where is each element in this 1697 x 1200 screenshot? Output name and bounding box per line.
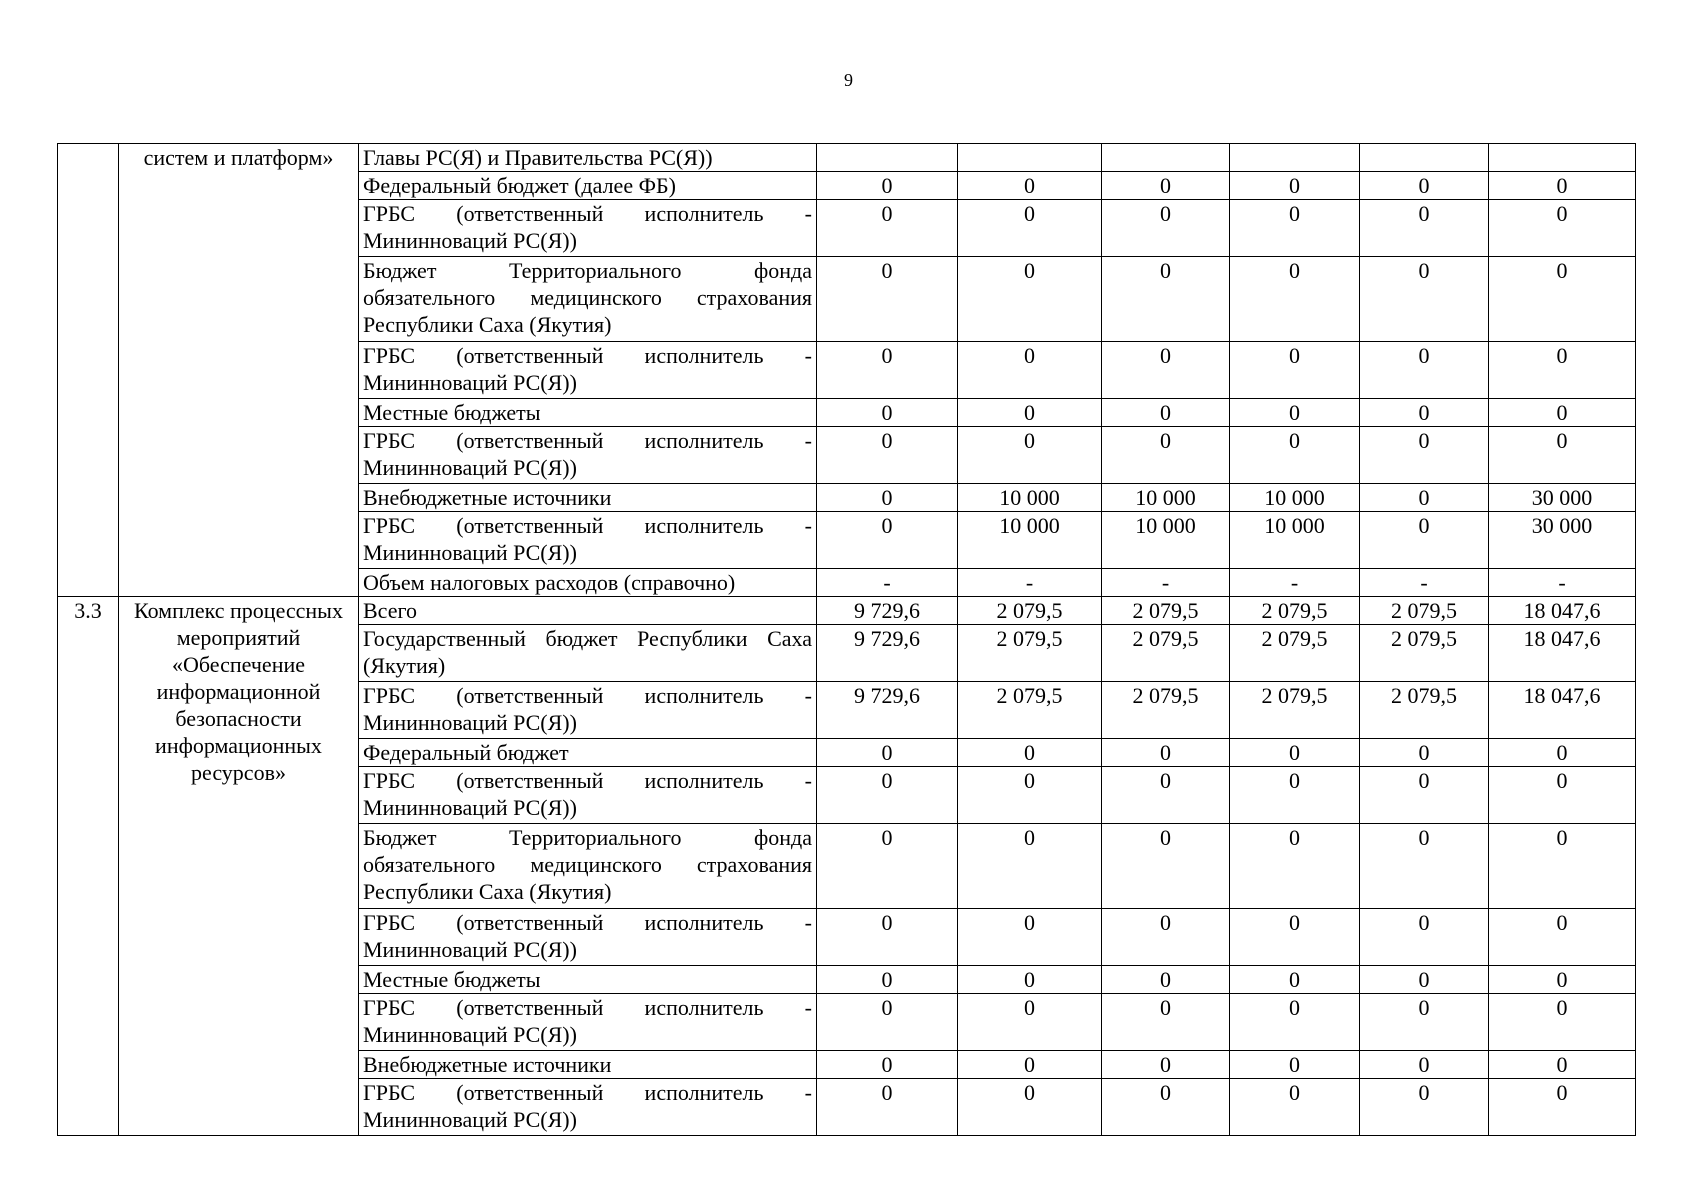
value-cell: 0 <box>817 994 958 1051</box>
value-cell: 0 <box>1489 257 1636 342</box>
value-cell <box>1102 144 1230 172</box>
value-cell: 0 <box>817 484 958 512</box>
value-cell: 10 000 <box>958 484 1102 512</box>
value-cell: - <box>1102 569 1230 597</box>
value-cell: 0 <box>958 909 1102 966</box>
value-cell: 0 <box>1230 909 1360 966</box>
funding-source-label: Федеральный бюджет <box>359 739 817 767</box>
value-cell: 2 079,5 <box>1360 597 1489 625</box>
funding-source-label: Бюджет Территориального фонда обязательного медицинского страхования Республики Саха (Якутия) <box>359 824 817 909</box>
value-cell: 0 <box>1230 824 1360 909</box>
funding-source-label: Местные бюджеты <box>359 399 817 427</box>
value-cell: 10 000 <box>958 512 1102 569</box>
value-cell: 0 <box>1102 1079 1230 1136</box>
value-cell: 0 <box>1360 399 1489 427</box>
value-cell: 0 <box>817 1079 958 1136</box>
value-cell: 2 079,5 <box>1102 682 1230 739</box>
value-cell: 0 <box>1360 767 1489 824</box>
funding-source-label: ГРБС (ответственный исполнитель - Мининноваций РС(Я)) <box>359 682 817 739</box>
value-cell: 0 <box>1102 342 1230 399</box>
value-cell: 0 <box>1102 399 1230 427</box>
value-cell: 0 <box>1230 1079 1360 1136</box>
value-cell: 0 <box>958 739 1102 767</box>
value-cell: 0 <box>1489 1079 1636 1136</box>
value-cell: 0 <box>1360 994 1489 1051</box>
funding-source-label: Внебюджетные источники <box>359 484 817 512</box>
value-cell: 0 <box>1360 966 1489 994</box>
value-cell: 10 000 <box>1102 512 1230 569</box>
value-cell: 10 000 <box>1102 484 1230 512</box>
value-cell: 0 <box>1360 909 1489 966</box>
value-cell: 0 <box>1360 1051 1489 1079</box>
value-cell <box>1230 144 1360 172</box>
page-number: 9 <box>844 70 853 90</box>
value-cell: 0 <box>958 1051 1102 1079</box>
value-cell: 0 <box>817 427 958 484</box>
value-cell: 0 <box>958 172 1102 200</box>
value-cell: 0 <box>1102 257 1230 342</box>
funding-source-label: Внебюджетные источники <box>359 1051 817 1079</box>
value-cell: 0 <box>1489 172 1636 200</box>
value-cell: 0 <box>958 257 1102 342</box>
funding-source-label: ГРБС (ответственный исполнитель - Мининноваций РС(Я)) <box>359 200 817 257</box>
funding-source-label: ГРБС (ответственный исполнитель - Мининноваций РС(Я)) <box>359 994 817 1051</box>
value-cell: 0 <box>1102 767 1230 824</box>
value-cell: 0 <box>1360 257 1489 342</box>
value-cell: 0 <box>958 994 1102 1051</box>
value-cell: - <box>817 569 958 597</box>
value-cell: 0 <box>1360 342 1489 399</box>
funding-source-label: ГРБС (ответственный исполнитель - Мининноваций РС(Я)) <box>359 909 817 966</box>
value-cell: 0 <box>958 966 1102 994</box>
value-cell: 0 <box>817 739 958 767</box>
value-cell: 0 <box>1360 512 1489 569</box>
budget-table <box>57 143 1636 1136</box>
funding-source-label: ГРБС (ответственный исполнитель - Мининноваций РС(Я)) <box>359 767 817 824</box>
value-cell: 0 <box>1360 427 1489 484</box>
value-cell: 18 047,6 <box>1489 597 1636 625</box>
value-cell: 2 079,5 <box>1102 597 1230 625</box>
funding-source-label: ГРБС (ответственный исполнитель - Мининноваций РС(Я)) <box>359 427 817 484</box>
value-cell: 10 000 <box>1230 484 1360 512</box>
value-cell: 2 079,5 <box>1102 625 1230 682</box>
table-row <box>58 597 1636 625</box>
value-cell: 0 <box>817 767 958 824</box>
funding-source-label: Главы РС(Я) и Правительства РС(Я)) <box>359 144 817 172</box>
value-cell: 10 000 <box>1230 512 1360 569</box>
value-cell: 30 000 <box>1489 512 1636 569</box>
value-cell: 0 <box>1230 172 1360 200</box>
value-cell: 0 <box>1360 1079 1489 1136</box>
value-cell: 0 <box>817 342 958 399</box>
value-cell: 0 <box>1360 484 1489 512</box>
value-cell: 0 <box>1102 909 1230 966</box>
value-cell: 0 <box>1489 909 1636 966</box>
value-cell: 0 <box>1102 200 1230 257</box>
value-cell: 18 047,6 <box>1489 682 1636 739</box>
value-cell: 2 079,5 <box>1230 625 1360 682</box>
value-cell: 0 <box>1102 994 1230 1051</box>
value-cell: 0 <box>817 909 958 966</box>
section-index <box>58 144 119 597</box>
value-cell: 0 <box>1489 427 1636 484</box>
value-cell: 0 <box>1489 200 1636 257</box>
value-cell: 0 <box>1102 427 1230 484</box>
table-body <box>58 144 1636 1136</box>
value-cell: 0 <box>958 399 1102 427</box>
value-cell: 0 <box>1102 1051 1230 1079</box>
value-cell: 2 079,5 <box>958 625 1102 682</box>
value-cell: - <box>1230 569 1360 597</box>
value-cell: 0 <box>1230 342 1360 399</box>
value-cell: 0 <box>958 200 1102 257</box>
value-cell: 0 <box>958 1079 1102 1136</box>
value-cell: 0 <box>1102 739 1230 767</box>
section-name: систем и платформ» <box>119 144 359 597</box>
value-cell: 0 <box>1230 966 1360 994</box>
value-cell: 0 <box>958 824 1102 909</box>
value-cell: 0 <box>1230 994 1360 1051</box>
value-cell: 0 <box>817 1051 958 1079</box>
funding-source-label: ГРБС (ответственный исполнитель - Мининноваций РС(Я)) <box>359 1079 817 1136</box>
section-name: Комплекс процессных мероприятий «Обеспечение информационной безопасности информационных ресурсов» <box>119 597 359 1136</box>
funding-source-label: ГРБС (ответственный исполнитель - Мининноваций РС(Я)) <box>359 342 817 399</box>
funding-source-label: Федеральный бюджет (далее ФБ) <box>359 172 817 200</box>
value-cell: 0 <box>1230 200 1360 257</box>
value-cell: 0 <box>1489 994 1636 1051</box>
value-cell: 9 729,6 <box>817 625 958 682</box>
value-cell: 0 <box>1489 739 1636 767</box>
value-cell: - <box>958 569 1102 597</box>
value-cell: 0 <box>1230 257 1360 342</box>
funding-source-label: Бюджет Территориального фонда обязательного медицинского страхования Республики Саха (Якутия) <box>359 257 817 342</box>
value-cell: 0 <box>817 172 958 200</box>
table-row <box>58 144 1636 172</box>
value-cell: 9 729,6 <box>817 597 958 625</box>
section-index: 3.3 <box>58 597 119 1136</box>
value-cell: 2 079,5 <box>958 597 1102 625</box>
value-cell: 0 <box>1489 1051 1636 1079</box>
value-cell: 2 079,5 <box>1230 682 1360 739</box>
value-cell: 0 <box>958 427 1102 484</box>
value-cell: 2 079,5 <box>1360 682 1489 739</box>
value-cell: 0 <box>817 966 958 994</box>
value-cell: 0 <box>1230 1051 1360 1079</box>
value-cell: 0 <box>1360 172 1489 200</box>
funding-source-label: ГРБС (ответственный исполнитель - Мининноваций РС(Я)) <box>359 512 817 569</box>
value-cell: 0 <box>958 767 1102 824</box>
value-cell: 0 <box>1230 739 1360 767</box>
value-cell: 0 <box>1489 342 1636 399</box>
funding-source-label: Местные бюджеты <box>359 966 817 994</box>
value-cell: 2 079,5 <box>958 682 1102 739</box>
value-cell: 0 <box>817 399 958 427</box>
value-cell: 0 <box>958 342 1102 399</box>
funding-source-label: Всего <box>359 597 817 625</box>
value-cell <box>817 144 958 172</box>
value-cell: 0 <box>1230 427 1360 484</box>
value-cell: 0 <box>1102 824 1230 909</box>
value-cell: 0 <box>1230 767 1360 824</box>
value-cell: 0 <box>1489 966 1636 994</box>
value-cell: 0 <box>1489 767 1636 824</box>
value-cell: 18 047,6 <box>1489 625 1636 682</box>
value-cell: 0 <box>817 824 958 909</box>
value-cell: 0 <box>1102 966 1230 994</box>
value-cell: 0 <box>1360 200 1489 257</box>
value-cell: 0 <box>1102 172 1230 200</box>
value-cell: 0 <box>1489 399 1636 427</box>
value-cell: 0 <box>817 512 958 569</box>
value-cell: 0 <box>1230 399 1360 427</box>
funding-source-label: Государственный бюджет Республики Саха (Якутия) <box>359 625 817 682</box>
value-cell: 2 079,5 <box>1230 597 1360 625</box>
value-cell <box>958 144 1102 172</box>
value-cell: - <box>1489 569 1636 597</box>
value-cell: 30 000 <box>1489 484 1636 512</box>
value-cell <box>1489 144 1636 172</box>
value-cell: 0 <box>1489 824 1636 909</box>
value-cell: 0 <box>817 200 958 257</box>
value-cell: - <box>1360 569 1489 597</box>
value-cell: 2 079,5 <box>1360 625 1489 682</box>
value-cell: 9 729,6 <box>817 682 958 739</box>
value-cell: 0 <box>1360 824 1489 909</box>
funding-source-label: Объем налоговых расходов (справочно) <box>359 569 817 597</box>
value-cell: 0 <box>817 257 958 342</box>
value-cell <box>1360 144 1489 172</box>
value-cell: 0 <box>1360 739 1489 767</box>
